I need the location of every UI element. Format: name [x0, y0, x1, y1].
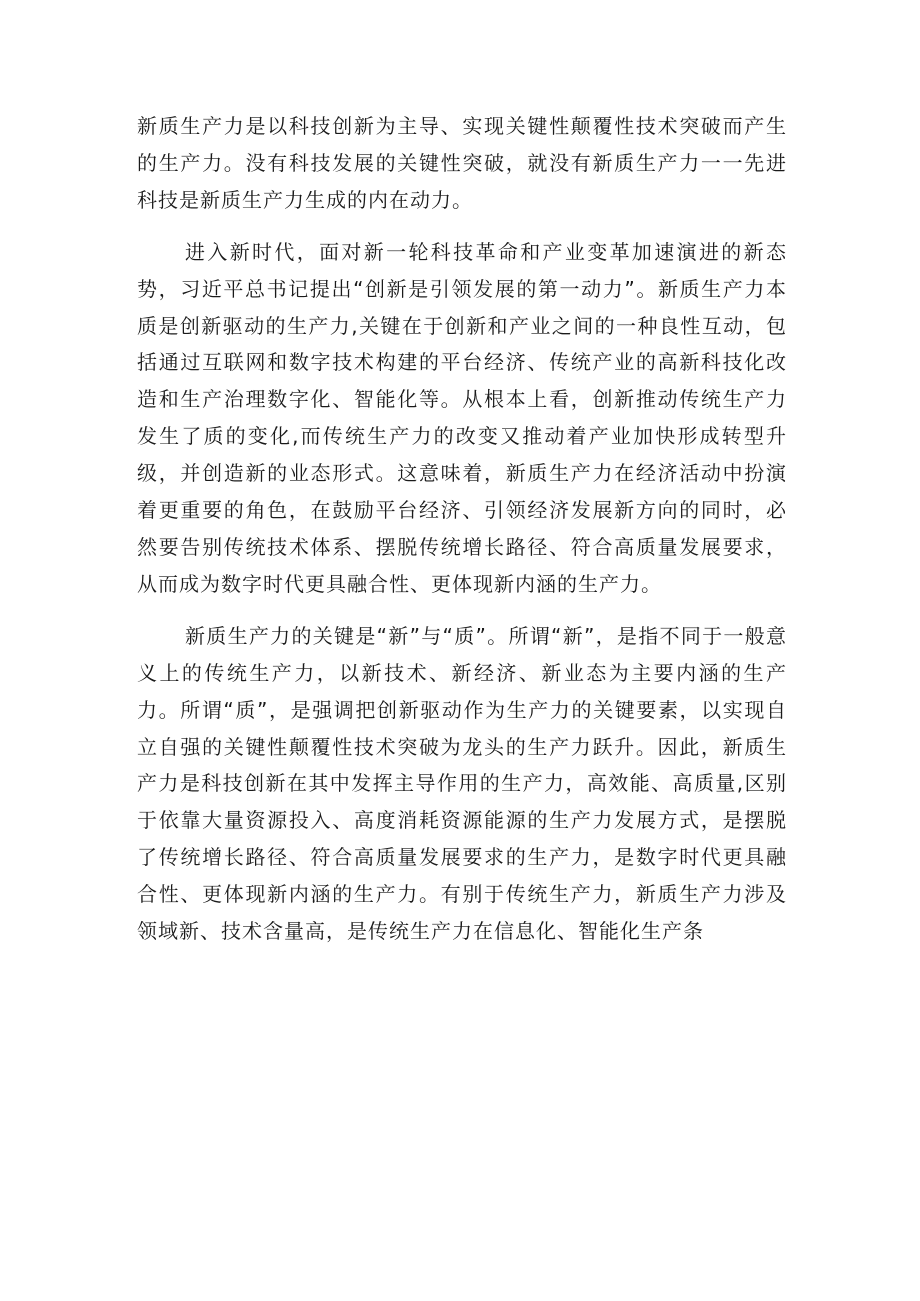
document-body: [137, 108, 787, 950]
paragraph-3: 新质生产力的关键是“新”与“质”。所谓“新”，是指不同于一般意义上的传统生产力，以新技术、新经济、新业态为主要内涵的生产力。所谓“质”，是强调把创新驱动作为生产力的关键要素，以实现自立自强的关键性颠覆性技术突破为龙头的生产力跃升。因此，新质生产力是科技创新在其中发挥主导作用的生产力，高效能、高质量,区别于依靠大量资源投入、高度消耗资源能源的生产力发展方式，是摆脱了传统增长路径、符合高质量发展要求的生产力，是数字时代更具融合性、更体现新内涵的生产力。有别于传统生产力，新质生产力涉及领域新、技术含量高，是传统生产力在信息化、智能化生产条: [137, 623, 787, 944]
paragraph-1: 新质生产力是以科技创新为主导、实现关键性颠覆性技术突破而产生的生产力。没有科技发展的关键性突破，就没有新质生产力一一先进科技是新质生产力生成的内在动力。: [137, 114, 787, 212]
paragraph-2: 进入新时代，面对新一轮科技革命和产业变革加速演进的新态势，习近平总书记提出“创新是引领发展的第一动力”。新质生产力本质是创新驱动的生产力,关键在于创新和产业之间的一种良性互动，包括通过互联网和数字技术构建的平台经济、传统产业的高新科技化改造和生产治理数字化、智能化等。从根本上看，创新推动传统生产力发生了质的变化,而传统生产力的改变又推动着产业加快形成转型升级，并创造新的业态形式。这意味着，新质生产力在经济活动中扮演着更重要的角色，在鼓励平台经济、引领经济发展新方向的同时，必然要告别传统技术体系、摆脱传统增长路径、符合高质量发展要求，从而成为数字时代更具融合性、更体现新内涵的生产力。: [137, 239, 787, 596]
